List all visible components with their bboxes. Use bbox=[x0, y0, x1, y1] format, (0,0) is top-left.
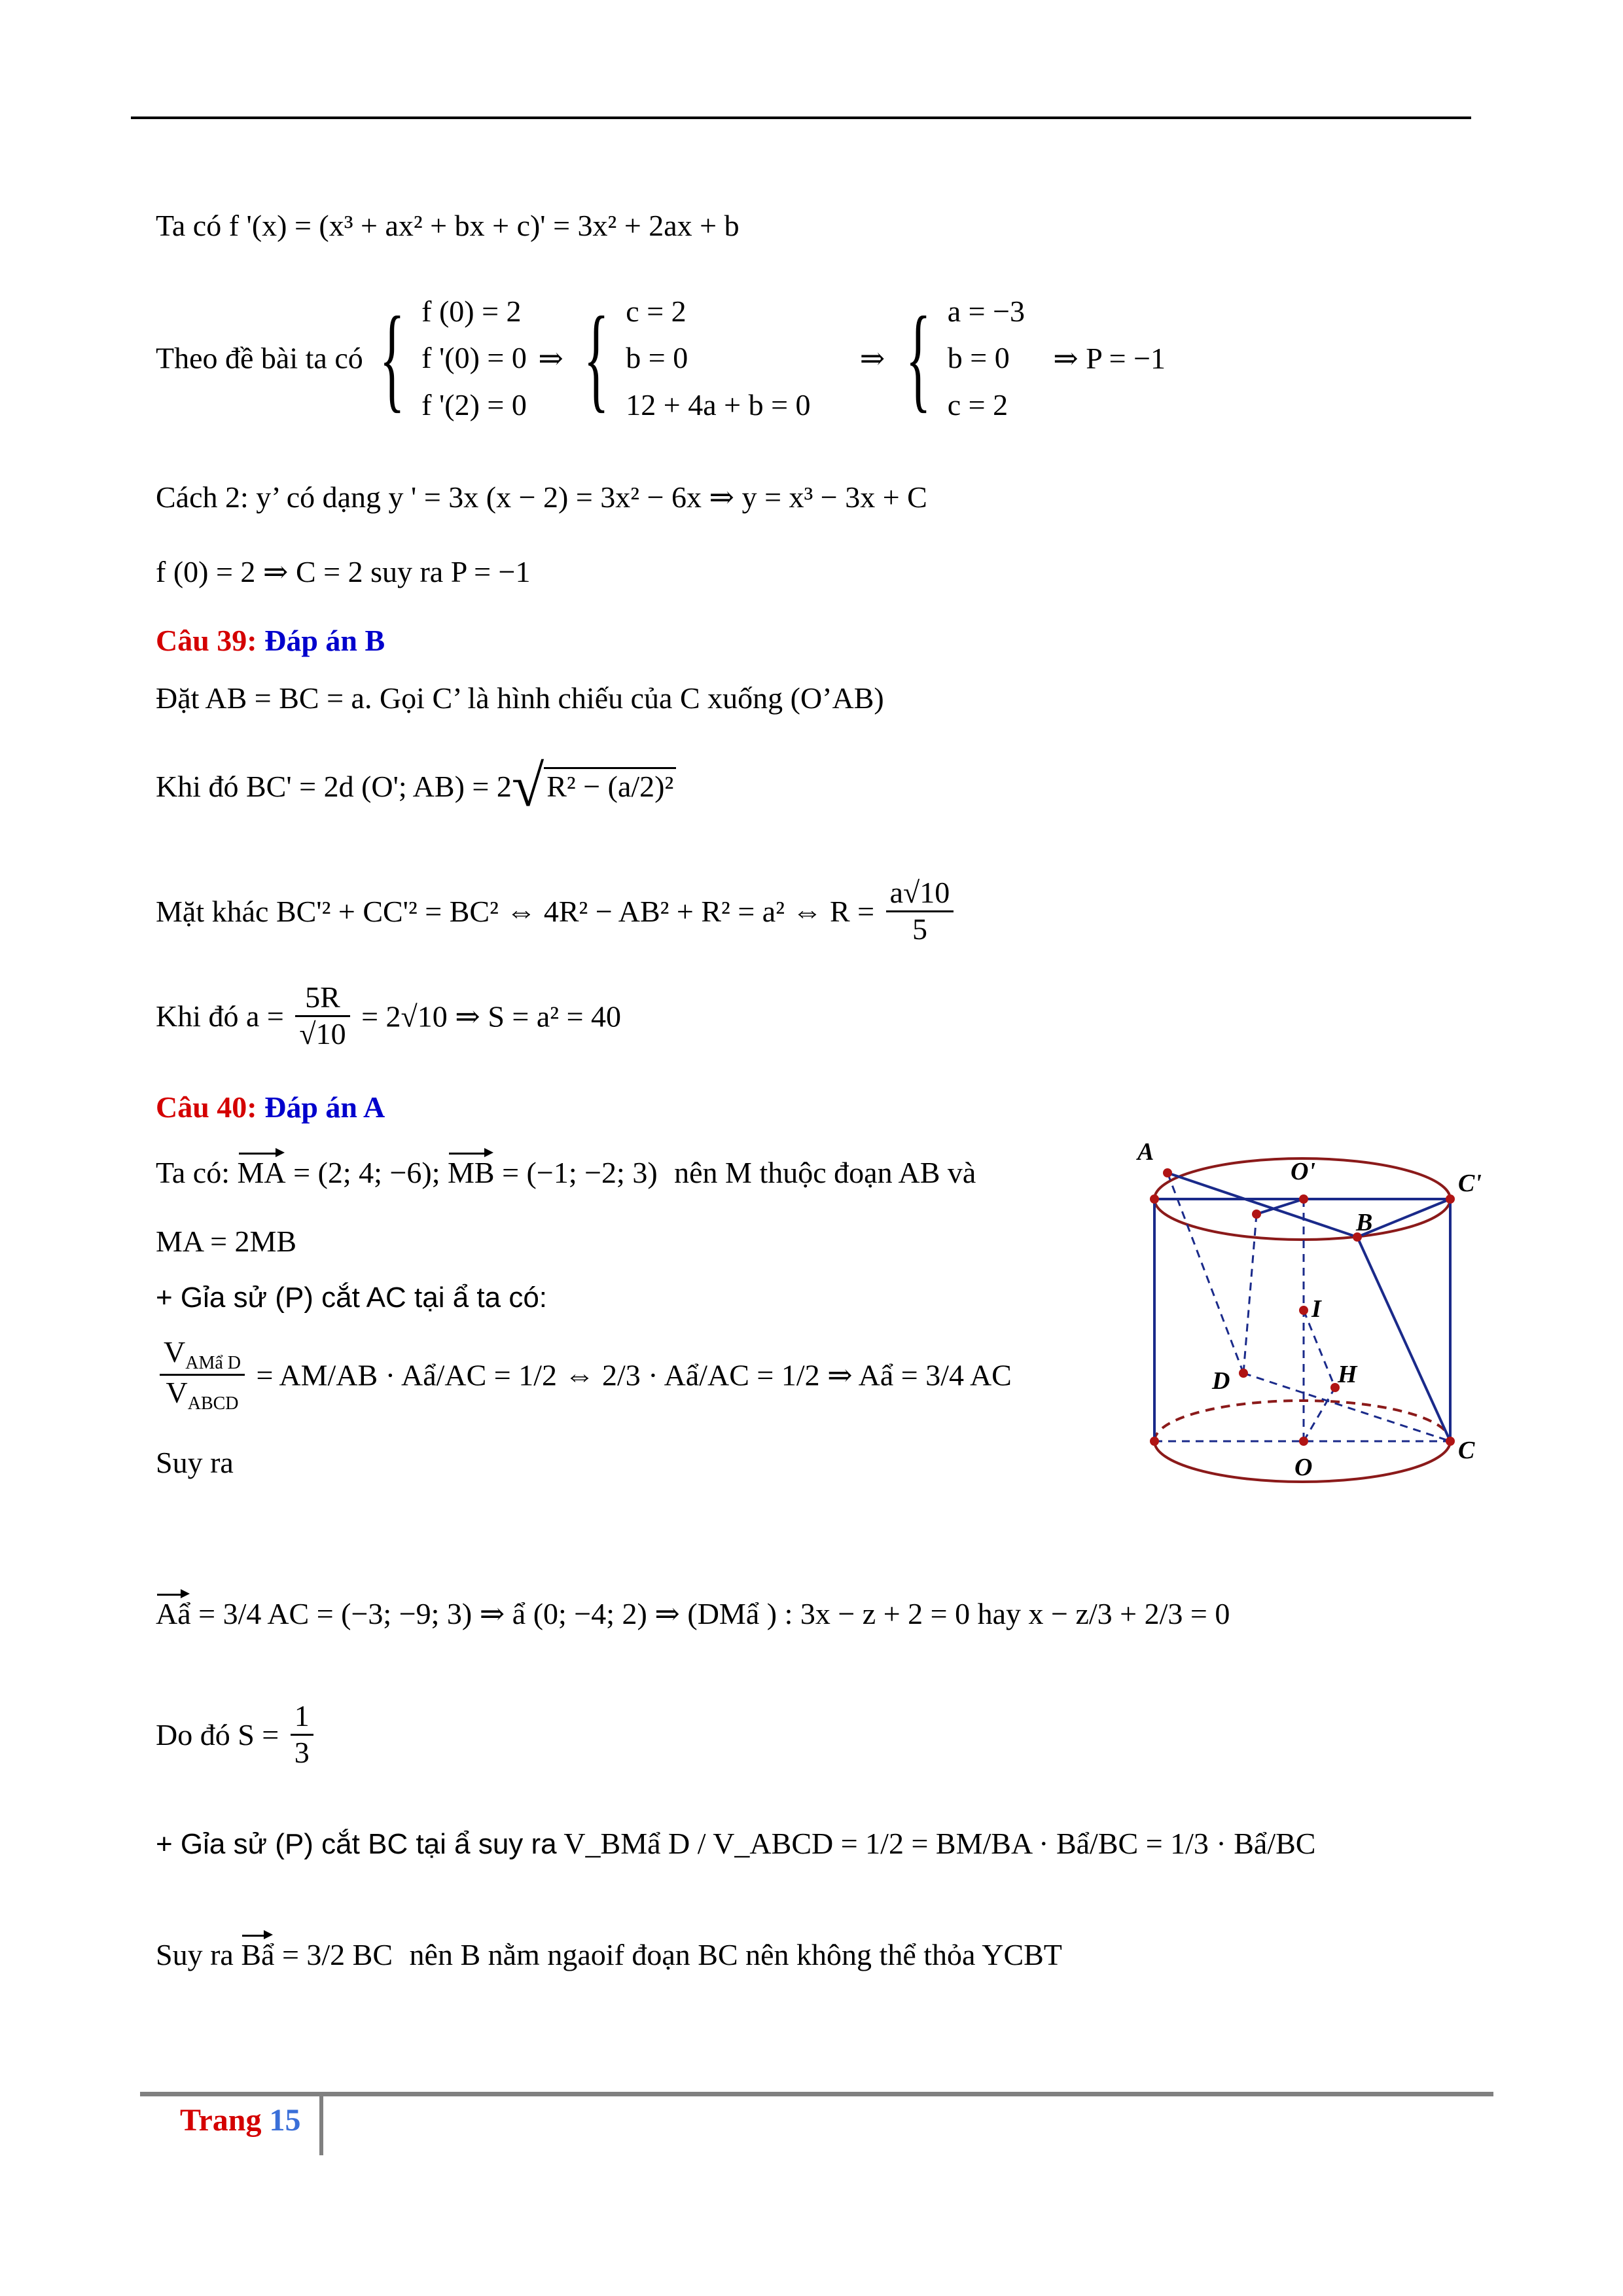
q39-line-4 bbox=[156, 980, 621, 1052]
label-i: I bbox=[1311, 1295, 1321, 1323]
equation: a = −3 bbox=[947, 295, 1026, 328]
equation: b = 0 bbox=[947, 341, 1010, 375]
system-3 bbox=[948, 288, 1046, 428]
question-number: Câu 39: bbox=[156, 624, 257, 657]
text: Suy ra bbox=[156, 1446, 234, 1479]
text-prefix: Suy ra bbox=[156, 1938, 234, 1971]
fraction bbox=[291, 1699, 313, 1770]
numerator: 1 bbox=[291, 1699, 313, 1736]
implies-symbol: ⇒ bbox=[859, 341, 885, 375]
fraction bbox=[886, 876, 954, 947]
point-c bbox=[1446, 1437, 1455, 1446]
math-expression: = 2√10 ⇒ S = a² = 40 bbox=[361, 999, 622, 1033]
page-footer bbox=[180, 2102, 300, 2138]
denominator: 3 bbox=[294, 1735, 310, 1769]
text-prefix: Khi đó a = bbox=[156, 999, 284, 1033]
label-b: B bbox=[1356, 1209, 1373, 1236]
segment-ad bbox=[1168, 1173, 1243, 1373]
math-expression: BC' = 2d (O'; AB) = 2 bbox=[246, 770, 512, 803]
text: Đặt AB = BC = a. Gọi C’ là hình chiếu của C xuống (O’AB) bbox=[156, 681, 884, 715]
text-prefix: Theo đề bài ta có bbox=[156, 341, 363, 375]
result: ⇒ P = −1 bbox=[1053, 341, 1166, 375]
math-expression: = 3/4 AC = (−3; −9; 3) ⇒ ẩ (0; −4; 2) ⇒ (DMẩ ) : 3x − z + 2 = 0 hay x − z/3 + 2/3 = 0 bbox=[198, 1597, 1230, 1630]
point-c-prime bbox=[1446, 1194, 1455, 1204]
q40-line-8 bbox=[156, 1937, 1062, 1972]
math-expression: f '(x) = (x³ + ax² + bx + c)' = 3x² + 2ax + b bbox=[228, 209, 740, 242]
left-brace: { bbox=[584, 292, 610, 423]
text-prefix: Do đó S = bbox=[156, 1717, 279, 1751]
text: MA = 2MB bbox=[156, 1225, 297, 1258]
label-o-prime: O' bbox=[1291, 1158, 1315, 1185]
text-suffix: nên M thuộc đoạn AB và bbox=[674, 1156, 976, 1189]
vector-mb: MB bbox=[448, 1156, 495, 1189]
text-prefix: Khi đó bbox=[156, 770, 239, 803]
footer-divider bbox=[319, 2096, 323, 2155]
point-top-left bbox=[1150, 1194, 1159, 1204]
system-1 bbox=[421, 288, 527, 428]
volume-ratio bbox=[160, 1335, 245, 1414]
label-d: D bbox=[1212, 1367, 1230, 1395]
radicand: R² − (a/2)² bbox=[544, 767, 676, 804]
segment-oh bbox=[1304, 1388, 1335, 1441]
text-prefix: Mặt khác bbox=[156, 894, 269, 928]
derivative-line bbox=[156, 208, 740, 243]
q40-ratio-line bbox=[156, 1335, 1012, 1414]
denominator: 5 bbox=[912, 912, 927, 946]
answer-label: Đáp án A bbox=[264, 1090, 385, 1124]
bottom-ellipse-back bbox=[1154, 1401, 1450, 1441]
math-expression: BC'² + CC'² = BC² ⇔ 4R² − AB² + R² = a² ⇔ R = bbox=[276, 894, 875, 928]
system-line bbox=[156, 288, 1166, 428]
numerator: V bbox=[164, 1335, 186, 1369]
question-40-heading bbox=[156, 1090, 385, 1124]
numerator: 5R bbox=[295, 980, 349, 1017]
label-c: C bbox=[1458, 1437, 1475, 1464]
q40-line-4 bbox=[156, 1445, 234, 1480]
label-h: H bbox=[1338, 1361, 1357, 1388]
header-rule bbox=[131, 117, 1471, 119]
denominator: √10 bbox=[299, 1016, 346, 1050]
q40-line-6 bbox=[156, 1699, 317, 1770]
text: + Gỉa sử (P) cắt AC tại ẩ ta có: bbox=[156, 1282, 548, 1314]
left-brace: { bbox=[905, 292, 931, 423]
cylinder-figure bbox=[1126, 1126, 1492, 1532]
point-o bbox=[1299, 1437, 1308, 1446]
equation: 12 + 4a + b = 0 bbox=[626, 387, 811, 422]
q39-line-2 bbox=[156, 753, 676, 820]
equation: f (0) = 2 bbox=[421, 295, 522, 328]
label-o: O bbox=[1294, 1454, 1313, 1481]
q40-line-1 bbox=[156, 1155, 976, 1190]
point-i bbox=[1299, 1306, 1308, 1315]
equation: f '(2) = 0 bbox=[421, 387, 527, 422]
footer-rule bbox=[140, 2092, 1493, 2096]
numerator-subscript: AMẩ D bbox=[185, 1353, 241, 1373]
left-brace: { bbox=[380, 292, 405, 423]
q40-line-7 bbox=[156, 1826, 1315, 1861]
method-2-line bbox=[156, 479, 927, 514]
system-2 bbox=[626, 288, 848, 428]
q40-line-3 bbox=[156, 1282, 547, 1314]
math-expression: V_BMẩ D / V_ABCD = 1/2 = BM/BA · Bẩ/BC = 1/3 · Bẩ/BC bbox=[563, 1827, 1316, 1860]
label-a: A bbox=[1137, 1138, 1154, 1166]
point-a bbox=[1163, 1168, 1172, 1177]
vector-value: = (2; 4; −6); bbox=[293, 1156, 440, 1189]
text: f (0) = 2 ⇒ C = 2 suy ra P = −1 bbox=[156, 555, 531, 588]
fraction bbox=[295, 980, 349, 1052]
point-o-prime bbox=[1299, 1194, 1308, 1204]
equation: c = 2 bbox=[947, 387, 1008, 422]
point-d bbox=[1239, 1369, 1248, 1378]
vector-a: Aẩ bbox=[156, 1597, 191, 1630]
text-prefix: Ta có bbox=[156, 209, 222, 242]
math-expression: = AM/AB · Aẩ/AC = 1/2 ⇔ 2/3 · Aẩ/AC = 1/2 ⇒ Aẩ = 3/4 AC bbox=[256, 1358, 1012, 1392]
equation: f '(0) = 0 bbox=[421, 341, 527, 375]
page-number: 15 bbox=[269, 2103, 301, 2138]
point-m bbox=[1252, 1210, 1261, 1219]
question-39-heading bbox=[156, 623, 385, 658]
question-number: Câu 40: bbox=[156, 1090, 257, 1124]
radical-sign: √ bbox=[511, 754, 544, 819]
answer-label: Đáp án B bbox=[264, 624, 385, 657]
text-prefix: + Gỉa sử (P) cắt BC tại ẩ suy ra bbox=[156, 1828, 557, 1860]
denominator-subscript: ABCD bbox=[187, 1393, 239, 1414]
text-prefix: Ta có: bbox=[156, 1156, 230, 1189]
label-c-prime: C' bbox=[1458, 1170, 1482, 1197]
q40-line-5 bbox=[156, 1596, 1230, 1631]
method-2-result bbox=[156, 554, 530, 589]
math-expression: = 3/2 BC bbox=[281, 1938, 393, 1971]
point-bottom-left bbox=[1150, 1437, 1159, 1446]
numerator: a√10 bbox=[886, 876, 954, 912]
equation: c = 2 bbox=[626, 295, 687, 328]
text-suffix: nên B nằm ngaoif đoạn BC nên không thể thỏa YCBT bbox=[409, 1938, 1062, 1971]
vector-value: = (−1; −2; 3) bbox=[502, 1156, 658, 1189]
denominator: V bbox=[166, 1376, 188, 1410]
q39-line-3 bbox=[156, 876, 957, 947]
segment-bc bbox=[1357, 1237, 1450, 1441]
implies-symbol: ⇒ bbox=[538, 341, 563, 375]
q39-line-1 bbox=[156, 681, 884, 715]
vector-b: Bẩ bbox=[241, 1938, 275, 1971]
equation: b = 0 bbox=[626, 341, 688, 375]
footer-label: Trang bbox=[180, 2103, 262, 2138]
vector-ma: MA bbox=[237, 1156, 286, 1189]
q40-line-2 bbox=[156, 1224, 296, 1259]
text: Cách 2: y’ có dạng y ' = 3x (x − 2) = 3x² − 6x ⇒ y = x³ − 3x + C bbox=[156, 480, 927, 514]
